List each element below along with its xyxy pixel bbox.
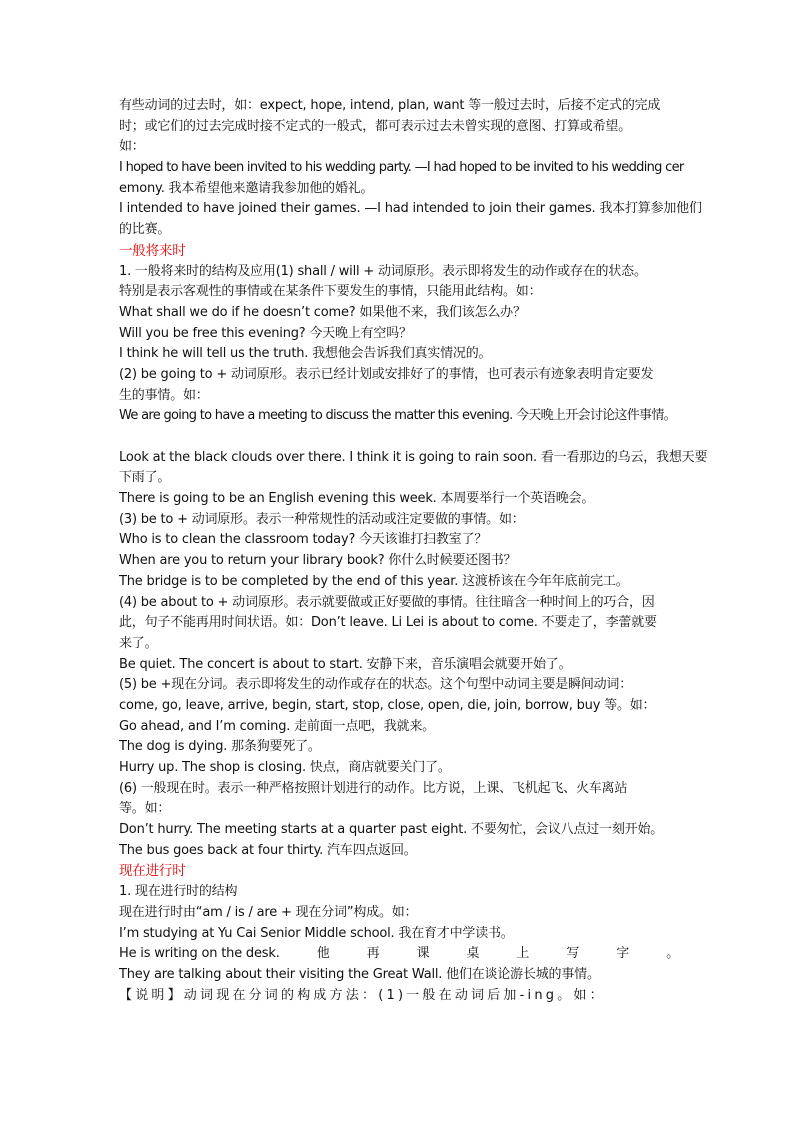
example-sentence: Look at the black clouds over there. I think it is going to rain soon. 看一看那边的乌云，我想天要 bbox=[119, 449, 708, 465]
text-line: 来了。 bbox=[119, 635, 158, 651]
section-heading-simple-future: 一般将来时 bbox=[119, 242, 186, 259]
blank-line bbox=[119, 427, 679, 448]
example-sentence: emony. 我本希望他来邀请我参加他的婚礼。 bbox=[119, 180, 374, 196]
example-sentence: I think he will tell us the truth. 我想他会告诉我们真实情况的。 bbox=[119, 346, 492, 362]
text-line: 如： bbox=[119, 139, 145, 155]
text-line: (4) be about to + 动词原形。表示就要做或正好要做的事情。往往暗含一种时间上的巧合，因 bbox=[119, 594, 655, 610]
example-sentence: What shall we do if he doesn’t come? 如果他不来，我们该怎么办？ bbox=[119, 304, 526, 320]
char: 课 bbox=[416, 946, 430, 962]
char: 上 bbox=[516, 946, 530, 962]
text-line: 时；或它们的过去完成时接不定式的一般式，都可表示过去未曾实现的意图、打算或希望。 bbox=[119, 118, 632, 134]
char: 桌 bbox=[466, 946, 480, 962]
text-line: come, go, leave, arrive, begin, start, stop, close, open, die, join, borrow, buy 等。如： bbox=[119, 697, 656, 713]
example-sentence: Hurry up. The shop is closing. 快点，商店就要关门了。 bbox=[119, 760, 451, 775]
text-line: (3) be to + 动词原形。表示一种常规性的活动或注定要做的事情。如： bbox=[119, 511, 525, 527]
example-sentence: Will you be free this evening? 今天晚上有空吗？ bbox=[119, 325, 412, 341]
text-line: (6) 一般现在时。表示一种严格按照计划进行的动作。比方说，上课、飞机起飞、火车离站 bbox=[119, 780, 628, 796]
example-sentence: 的比赛。 bbox=[119, 222, 171, 238]
text-line: 1. 现在进行时的结构 bbox=[119, 884, 238, 900]
example-sentence: The dog is dying. 那条狗要死了。 bbox=[119, 739, 321, 755]
example-sentence: I intended to have joined their games. —I had intended to join their games. 我本打算参加他们 bbox=[119, 201, 702, 217]
example-sentence: I hoped to have been invited to his wedding party. —I had hoped to be invited to his wedding cer bbox=[119, 160, 684, 176]
example-sentence: Go ahead, and I’m coming. 走前面一点吧，我就来。 bbox=[119, 718, 435, 734]
example-sentence: Who is to clean the classroom today? 今天该谁打扫教室了？ bbox=[119, 532, 488, 548]
text-line: 等。如： bbox=[119, 801, 171, 817]
document-body bbox=[119, 96, 708, 1006]
example-sentence: The bus goes back at four thirty. 汽车四点返回。 bbox=[119, 842, 417, 858]
text-line: 1. 一般将来时的结构及应用(1) shall / will + 动词原形。表示即将发生的动作或存在的状态。 bbox=[119, 263, 647, 279]
text-line: (2) be going to + 动词原形。表示已经计划或安排好了的事情，也可表示有迹象表明肯定要发 bbox=[119, 366, 654, 382]
section-heading-present-continuous: 现在进行时 bbox=[119, 863, 186, 880]
text-line: 生的事情。如： bbox=[119, 387, 209, 403]
example-sentence: 下雨了。 bbox=[119, 470, 171, 486]
char: 他 bbox=[316, 946, 330, 962]
char: 写 bbox=[566, 946, 580, 962]
example-sentence: The bridge is to be completed by the end of this year. 这渡桥该在今年年底前完工。 bbox=[119, 573, 629, 589]
example-sentence: They are talking about their visiting the Great Wall. 他们在谈论游长城的事情。 bbox=[119, 966, 600, 982]
text-line: (5) be +现在分词。表示即将发生的动作或存在的状态。这个句型中动词主要是瞬间动词： bbox=[119, 677, 633, 693]
example-sentence: We are going to have a meeting to discuss the matter this evening. 今天晚上开会讨论这件事情。 bbox=[119, 408, 676, 424]
char: 再 bbox=[366, 946, 380, 962]
example-sentence: Be quiet. The concert is about to start. 安静下来，音乐演唱会就要开始了。 bbox=[119, 656, 572, 672]
char: 字 bbox=[616, 946, 630, 962]
example-sentence-justified bbox=[119, 944, 679, 965]
text-line: 现在进行时由“am / is / are + 现在分词”构成。如： bbox=[119, 904, 418, 920]
text-line: 此，句子不能再用时间状语。如：Don’t leave. Li Lei is about to come. 不要走了，李蕾就要 bbox=[119, 615, 657, 631]
example-sentence: There is going to be an English evening this week. 本周要举行一个英语晚会。 bbox=[119, 491, 595, 507]
example-sentence: I’m studying at Yu Cai Senior Middle school. 我在育才中学读书。 bbox=[119, 925, 514, 941]
example-english: He is writing on the desk. bbox=[119, 946, 280, 962]
example-sentence: Don’t hurry. The meeting starts at a quarter past eight. 不要匆忙，会议八点过一刻开始。 bbox=[119, 822, 664, 838]
note-line: 【说明】动词现在分词的构成方法：(1)一般在动词后加-ing。如： bbox=[119, 987, 606, 1003]
text-line: 特别是表示客观性的事情或在某条件下要发生的事情，只能用此结构。如： bbox=[119, 284, 542, 300]
text-line: 有些动词的过去时，如：expect, hope, intend, plan, want 等一般过去时，后接不定式的完成 bbox=[119, 98, 661, 113]
example-sentence: When are you to return your library book? 你什么时候要还图书？ bbox=[119, 553, 517, 569]
char: 。 bbox=[666, 946, 679, 962]
